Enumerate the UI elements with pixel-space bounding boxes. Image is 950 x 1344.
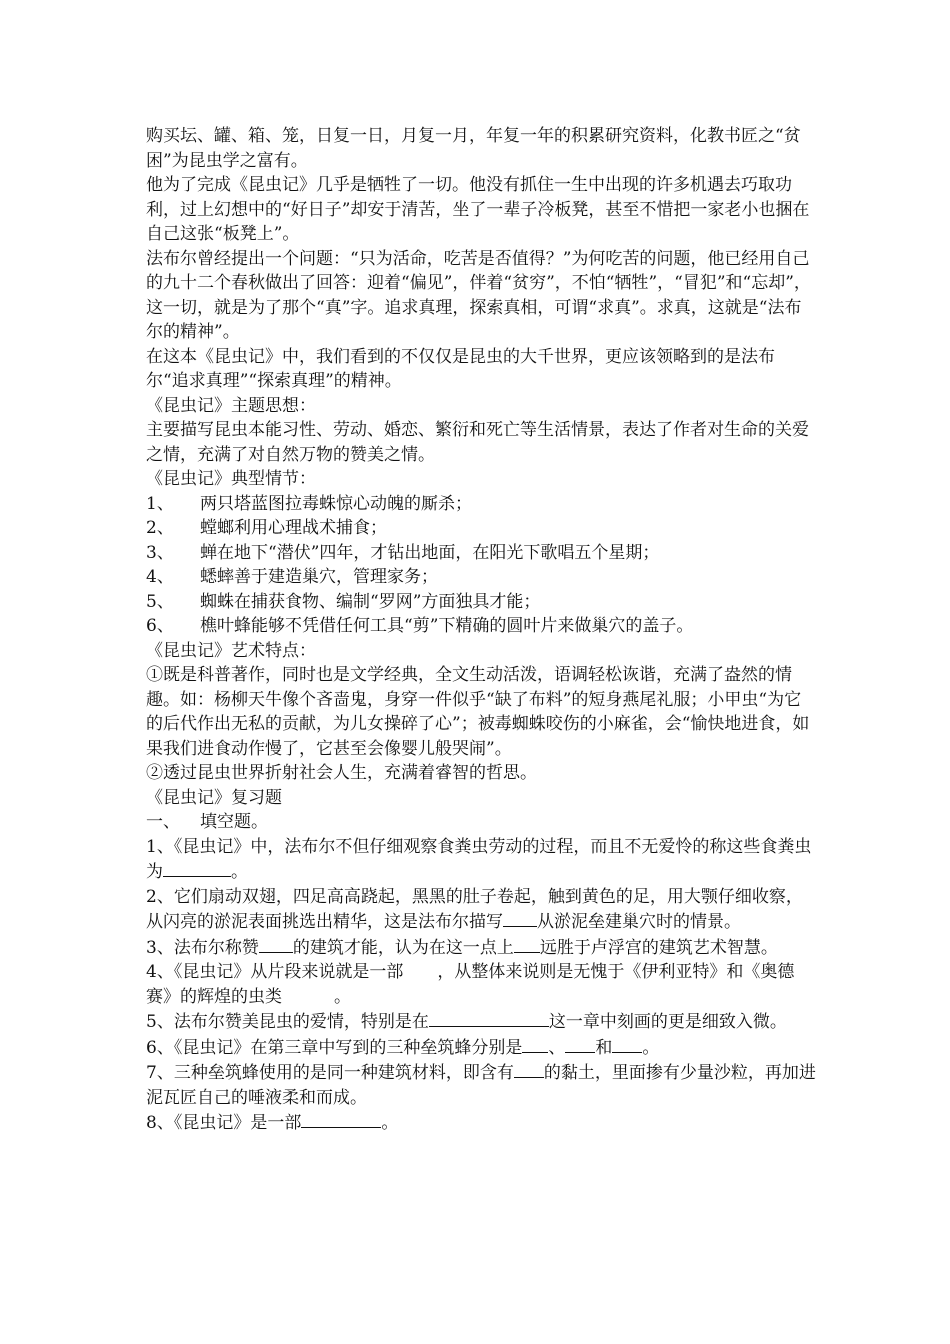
art-point-2: ②透过昆虫世界折射社会人生，充满着睿智的哲思。 — [146, 763, 537, 783]
answer-blank — [429, 1009, 549, 1027]
plot-item-text: 蟋蟀善于建造巢穴，管理家务； — [200, 567, 438, 587]
section-heading — [146, 810, 816, 835]
question-1: 1、《昆虫记》中，法布尔不但仔细观察食粪虫劳动的过程，而且不无爱怜的称这些食粪虫为 。 — [146, 836, 812, 882]
plot-item-number: 3、 — [146, 542, 174, 563]
theme-text: 主要描写昆虫本能习性、劳动、婚恋、繁衍和死亡等生活情景，表达了作者对生命的关爱之情，充满了对自然万物的赞美之情。 — [146, 420, 809, 465]
intro-paragraph-4: 在这本《昆虫记》中，我们看到的不仅仅是昆虫的大千世界，更应该领略到的是法布尔“追求真理”“探索真理”的精神。 — [146, 346, 775, 391]
answer-blank — [565, 1035, 595, 1053]
intro-paragraph-1: 购买坛、罐、箱、笼，日复一日，月复一月，年复一年的积累研究资料，化教书匠之“贫困”为昆虫学之富有。 — [146, 126, 801, 171]
question-4: 4、《昆虫记》从片段来说就是一部 ，从整体来说则是无愧于《伊利亚特》和《奥德赛》的辉煌的虫类 。 — [146, 962, 795, 1007]
plot-item-number: 4、 — [146, 567, 174, 587]
question-5: 5、法布尔赞美昆虫的爱情，特别是在 这一章中刻画的更是细致入微。 — [146, 1009, 816, 1035]
theme-heading: 《昆虫记》主题思想： — [146, 395, 316, 416]
review-heading: 《昆虫记》复习题 — [146, 787, 282, 808]
answer-blank — [301, 1110, 381, 1128]
answer-blank — [612, 1035, 642, 1053]
section-number: 一、 — [146, 812, 180, 832]
plot-item-number: 5、 — [146, 591, 174, 612]
plot-item-text: 蝉在地下“潜伏”四年，才钻出地面，在阳光下歌唱五个星期； — [200, 542, 660, 563]
question-8: 8、《昆虫记》是一部 。 — [146, 1110, 816, 1136]
answer-blank — [503, 909, 537, 927]
document-page — [146, 124, 816, 1136]
answer-blank — [522, 1035, 548, 1053]
section-title: 填空题。 — [200, 812, 268, 832]
plot-item-number: 2、 — [146, 518, 174, 538]
art-point-1: ①既是科普著作，同时也是文学经典，全文生动活泼，语调轻松诙谐，充满了盎然的情趣。如：杨柳天牛像个吝啬鬼，身穿一件似乎“缺了布料”的短身燕尾礼服；小甲虫“为它的后代作出无私的贡献，为儿女操碎了心”；被毒蜘蛛咬伤的小麻雀，会“愉快地进食，如果我们进食动作慢了，它甚至会像婴儿般哭闹”。 — [146, 665, 810, 759]
plot-item-text: 蜘蛛在捕获食物、编制“罗网”方面独具才能； — [200, 591, 541, 612]
plot-item-text: 螳螂利用心理战术捕食； — [200, 518, 387, 538]
plot-item — [146, 492, 816, 517]
plot-item — [146, 614, 816, 639]
answer-blank — [514, 935, 540, 953]
plots-heading: 《昆虫记》典型情节： — [146, 469, 316, 489]
plot-item — [146, 541, 816, 566]
intro-paragraph-3: 法布尔曾经提出一个问题：“只为活命，吃苦是否值得？”为何吃苦的问题，他已经用自己的九十二个春秋做出了回答：迎着“偏见”，伴着“贫穷”，不怕“牺牲”，“冒犯”和“忘却”，这一切，就是为了那个“真”字。追求真理，探索真相，可谓“求真”。求真，这就是“法布尔的精神”。 — [146, 248, 811, 342]
question-3: 3、法布尔称赞 的建筑才能，认为在这一点上 远胜于卢浮宫的建筑艺术智慧。 — [146, 935, 816, 961]
plot-item — [146, 516, 816, 541]
question-2: 2、它们扇动双翅，四足高高跷起，黑黑的肚子卷起，触到黄色的足，用大颚仔细收察，从闪亮的淤泥表面挑选出精华，这是法布尔描写 从淤泥垒建巢穴时的情景。 — [146, 886, 803, 932]
plot-item-text: 两只塔蓝图拉毒蛛惊心动魄的厮杀； — [200, 493, 472, 514]
art-heading: 《昆虫记》艺术特点： — [146, 640, 316, 661]
plot-item — [146, 565, 816, 590]
intro-paragraph-2: 他为了完成《昆虫记》几乎是牺牲了一切。他没有抓住一生中出现的许多机遇去巧取功利，过上幻想中的“好日子”却安于清苦，坐了一辈子冷板凳，甚至不惜把一家老小也捆在自己这张“板凳上”。 — [146, 175, 810, 244]
plot-item-number: 6、 — [146, 616, 174, 636]
plot-item-number: 1、 — [146, 493, 174, 514]
answer-blank — [259, 935, 293, 953]
question-6: 6、《昆虫记》在第三章中写到的三种垒筑蜂分别是 、 和 。 — [146, 1035, 816, 1061]
plot-item-text: 樵叶蜂能够不凭借任何工具“剪”下精确的圆叶片来做巢穴的盖子。 — [200, 616, 694, 636]
answer-blank — [514, 1060, 544, 1078]
answer-blank — [163, 859, 231, 877]
question-7: 7、三种垒筑蜂使用的是同一种建筑材料，即含有 的黏土，里面掺有少量沙粒，再加进泥瓦匠自己的唾液柔和而成。 — [146, 1060, 816, 1110]
plot-item — [146, 590, 816, 615]
